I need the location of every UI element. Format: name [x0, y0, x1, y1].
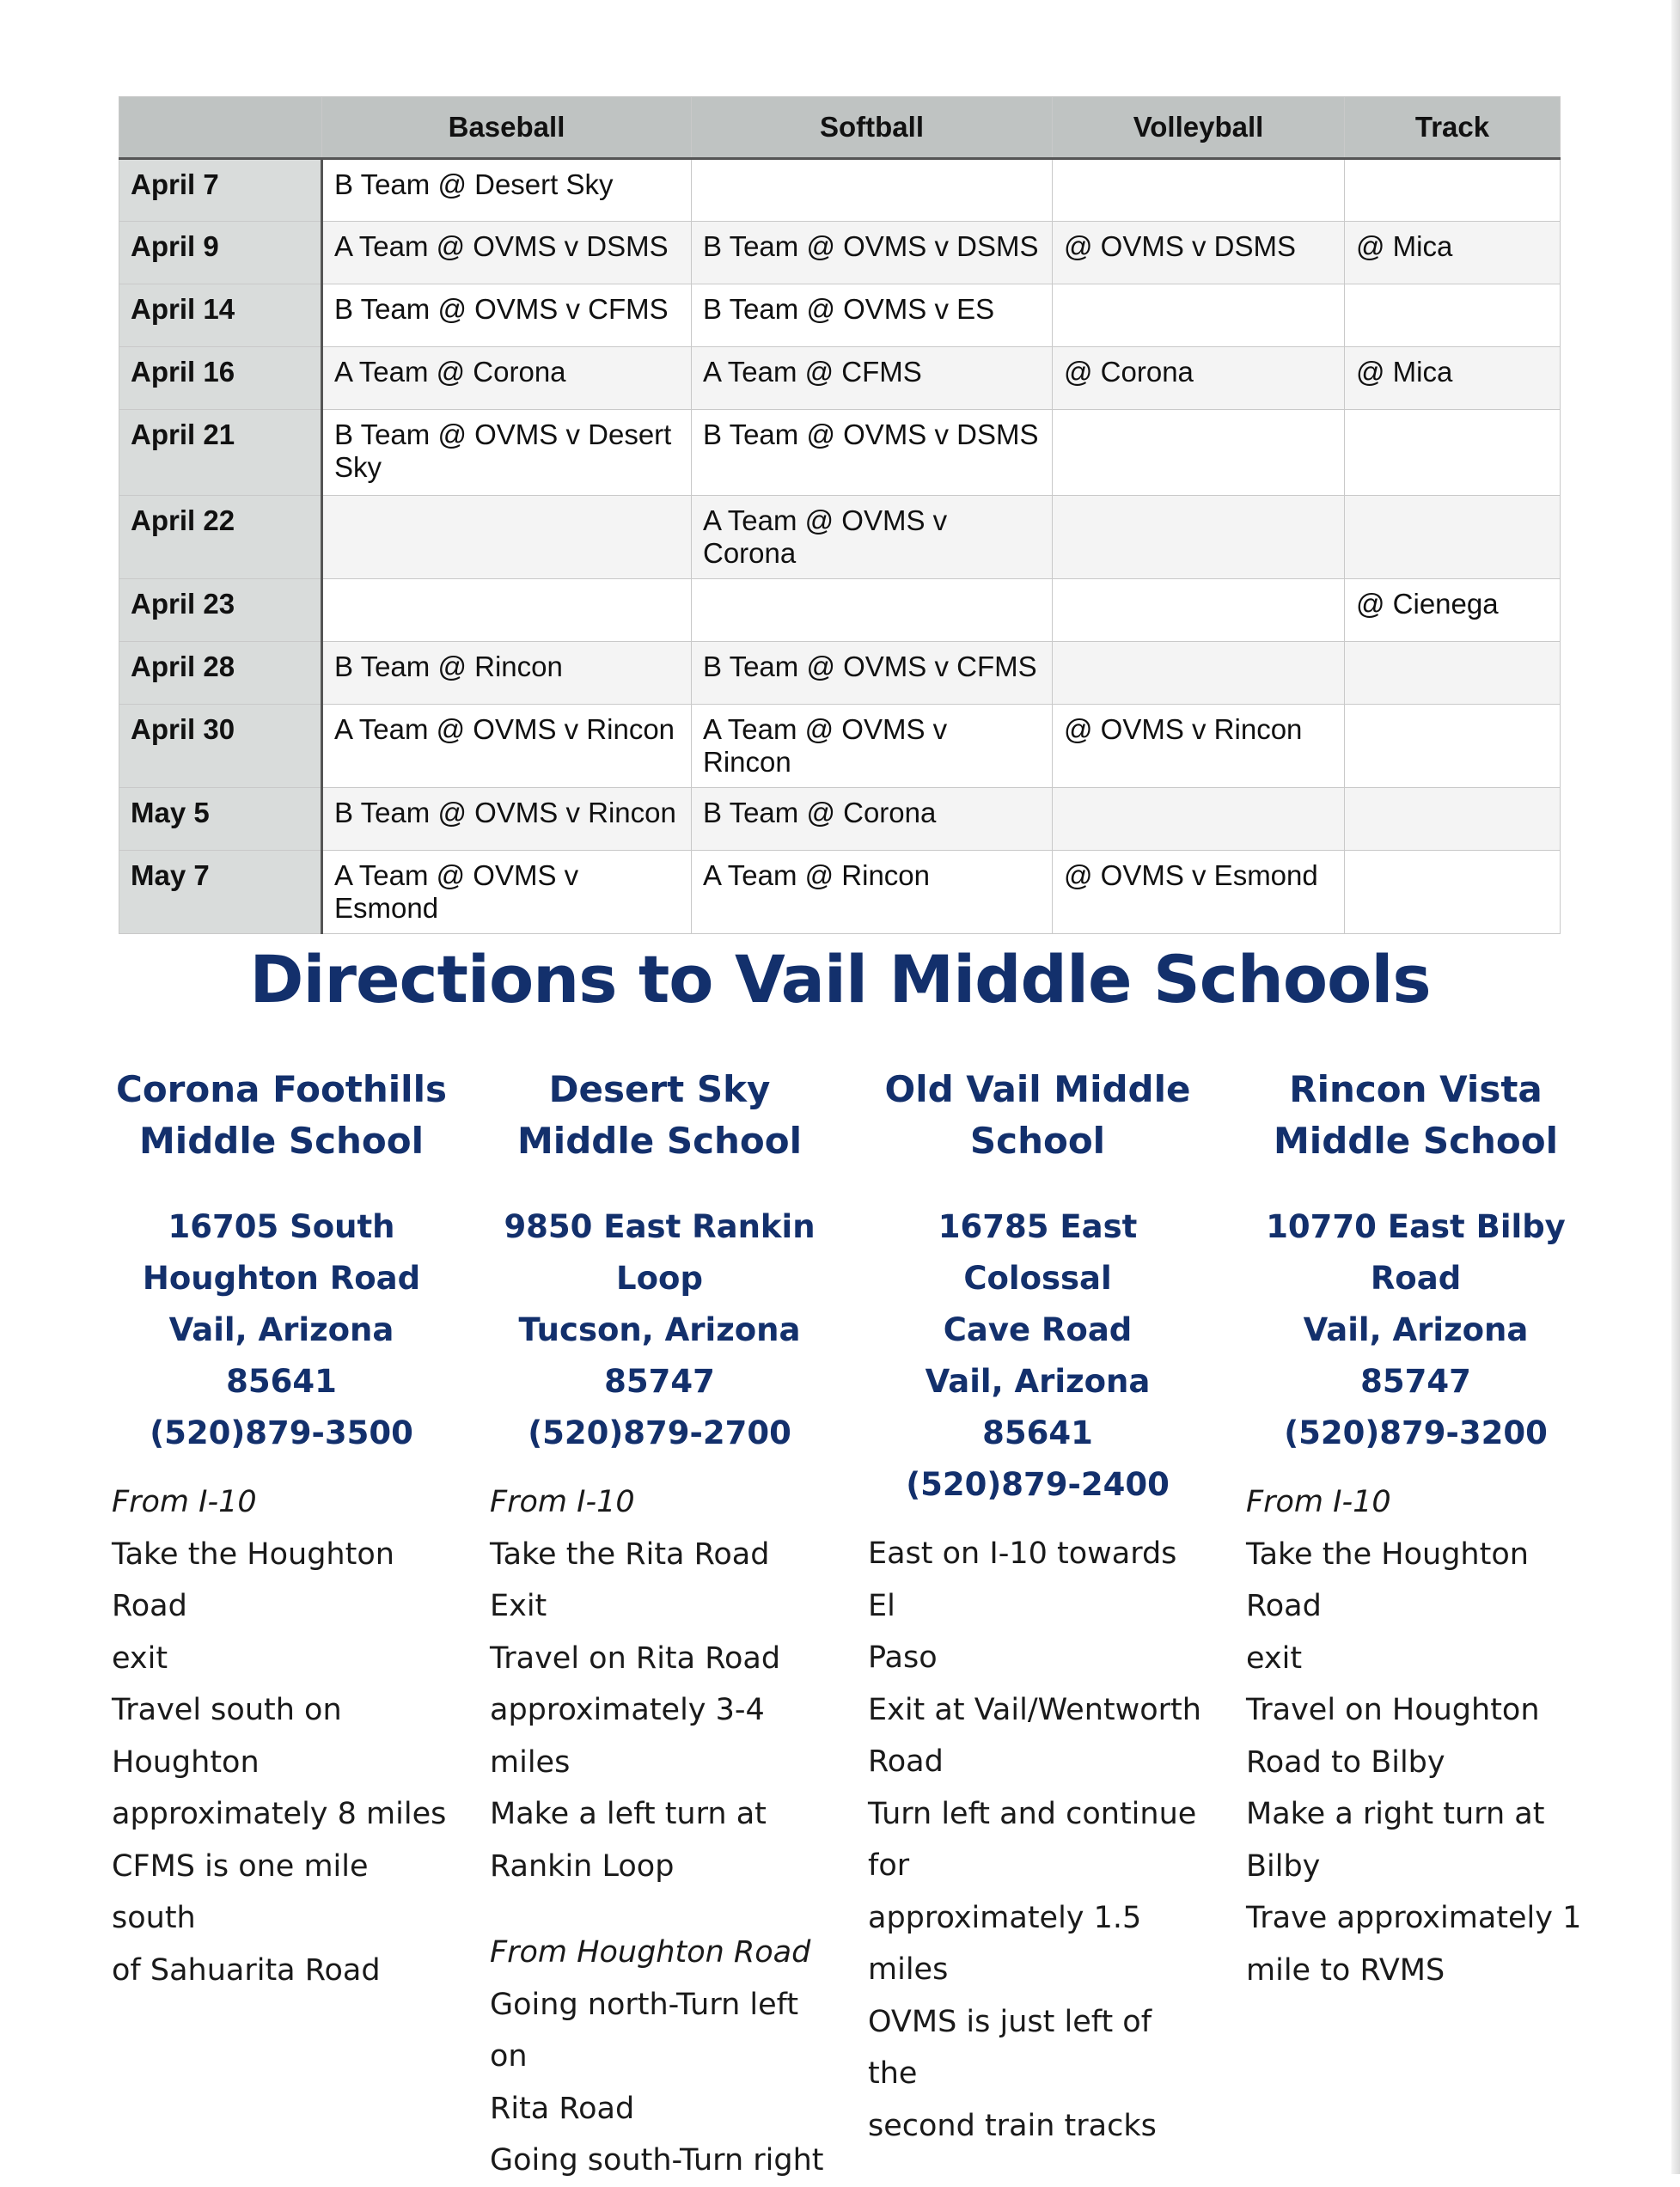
school-address: [868, 1201, 1207, 1511]
directions-line: Turn left and continue for: [868, 1796, 1197, 1883]
driving-directions: [490, 1476, 829, 2187]
volleyball-cell: [1053, 159, 1345, 222]
school-rincon-vista: [1246, 1064, 1585, 1996]
school-address: [1246, 1201, 1585, 1459]
track-cell: [1345, 159, 1561, 222]
directions-line: Take the Houghton Road: [112, 1536, 394, 1623]
softball-cell: B Team @ OVMS v DSMS: [692, 410, 1053, 496]
softball-cell: B Team @ Corona: [692, 788, 1053, 851]
school-name: [1246, 1064, 1585, 1167]
address-line: Vail, Arizona 85747: [1303, 1311, 1529, 1400]
sports-schedule-table: [119, 96, 1561, 934]
directions-line: Take the Houghton Road: [1246, 1536, 1529, 1623]
softball-cell: B Team @ OVMS v ES: [692, 284, 1053, 347]
school-corona-foothills: [112, 1064, 451, 1996]
phone-number: (520)879-3500: [150, 1414, 413, 1451]
directions-line: Make a right turn at: [1246, 1797, 1545, 1831]
track-cell: [1345, 705, 1561, 788]
softball-cell: A Team @ OVMS v Rincon: [692, 705, 1053, 788]
directions-origin-label: From I-10: [1246, 1485, 1391, 1519]
volleyball-cell: [1053, 496, 1345, 579]
directions-line: East on I-10 towards El: [868, 1536, 1177, 1623]
directions-line: Exit at Vail/Wentworth: [868, 1692, 1201, 1727]
directions-origin-label: From I-10: [112, 1485, 257, 1519]
softball-cell: A Team @ CFMS: [692, 347, 1053, 410]
volleyball-cell: [1053, 284, 1345, 347]
directions-line: Make a left turn at: [490, 1797, 767, 1831]
phone-number: (520)879-2400: [906, 1466, 1170, 1503]
track-cell: [1345, 410, 1561, 496]
school-name-line: Rincon Vista: [1289, 1068, 1543, 1110]
track-cell: [1345, 788, 1561, 851]
address-line: 85747: [604, 1363, 715, 1400]
directions-line: Rita Road: [490, 2091, 635, 2126]
school-name-line: Old Vail Middle: [884, 1068, 1191, 1110]
header-corner: [119, 97, 322, 159]
directions-line: Travel on Houghton: [1246, 1693, 1540, 1727]
address-line: 9850 East Rankin: [504, 1208, 816, 1245]
page-edge: [1671, 0, 1680, 2174]
softball-cell: B Team @ OVMS v CFMS: [692, 642, 1053, 705]
baseball-cell: A Team @ OVMS v Rincon: [322, 705, 692, 788]
softball-cell: [692, 579, 1053, 642]
row-date: April 7: [119, 159, 322, 222]
header-track: Track: [1345, 97, 1561, 159]
school-name: [112, 1064, 451, 1167]
table-row: [119, 347, 1561, 410]
address-line: Loop: [616, 1260, 703, 1297]
school-address: [490, 1201, 829, 1459]
directions-line: mile to RVMS: [1246, 1952, 1445, 1988]
baseball-cell: A Team @ Corona: [322, 347, 692, 410]
row-date: April 23: [119, 579, 322, 642]
directions-line: approximately 3-4 miles: [490, 1693, 765, 1780]
volleyball-cell: @ Corona: [1053, 347, 1345, 410]
phone-number: (520)879-2700: [528, 1414, 791, 1451]
address-line: Houghton Road: [142, 1260, 421, 1297]
section-spacer: [490, 1892, 829, 1927]
school-name-line: Middle School: [517, 1120, 802, 1162]
baseball-cell: B Team @ Rincon: [322, 642, 692, 705]
school-name-line: Middle School: [1274, 1120, 1558, 1162]
row-date: April 16: [119, 347, 322, 410]
driving-directions: [868, 1528, 1207, 2152]
directions-line: Road to Bilby: [1246, 1744, 1445, 1780]
volleyball-cell: @ OVMS v Rincon: [1053, 705, 1345, 788]
softball-cell: B Team @ OVMS v DSMS: [692, 222, 1053, 284]
directions-line: Bilby: [1246, 1848, 1321, 1884]
address-line: 16785 East Colossal: [938, 1208, 1138, 1297]
row-date: April 21: [119, 410, 322, 496]
directions-title: Directions to Vail Middle Schools: [249, 941, 1431, 1017]
directions-line: second train tracks: [868, 2108, 1157, 2143]
directions-line: Going north-Turn left on: [490, 1987, 799, 2074]
directions-line: Travel on Rita Road: [490, 1640, 781, 1676]
address-line: Vail, Arizona 85641: [925, 1363, 1151, 1451]
driving-directions: [1246, 1476, 1585, 1996]
baseball-cell: [322, 579, 692, 642]
softball-cell: [692, 159, 1053, 222]
baseball-cell: B Team @ OVMS v CFMS: [322, 284, 692, 347]
volleyball-cell: [1053, 410, 1345, 496]
directions-line: OVMS is just left of the: [868, 2004, 1152, 2091]
address-line: Cave Road: [943, 1311, 1133, 1348]
header-volleyball: Volleyball: [1053, 97, 1345, 159]
directions-line: approximately 8 miles: [112, 1797, 447, 1831]
table-row: [119, 705, 1561, 788]
directions-line: Houghton: [112, 1744, 260, 1780]
volleyball-cell: [1053, 642, 1345, 705]
row-date: April 30: [119, 705, 322, 788]
row-date: May 5: [119, 788, 322, 851]
school-name-line: Middle School: [139, 1120, 424, 1162]
volleyball-cell: [1053, 788, 1345, 851]
directions-line: Trave approximately 1: [1246, 1901, 1582, 1935]
table-row: [119, 410, 1561, 496]
table-row: [119, 642, 1561, 705]
driving-directions: [112, 1476, 451, 1996]
phone-number: (520)879-3200: [1284, 1414, 1548, 1451]
directions-line: Travel south on: [112, 1693, 342, 1727]
address-line: Tucson, Arizona: [518, 1311, 801, 1348]
school-name: [490, 1064, 829, 1167]
track-cell: @ Mica: [1345, 347, 1561, 410]
directions-line: Take the Rita Road Exit: [490, 1536, 770, 1623]
volleyball-cell: [1053, 579, 1345, 642]
row-date: April 9: [119, 222, 322, 284]
track-cell: @ Cienega: [1345, 579, 1561, 642]
school-desert-sky: [490, 1064, 829, 2187]
school-name-line: Desert Sky: [548, 1068, 771, 1110]
directions-line: Paso: [868, 1640, 938, 1675]
track-cell: [1345, 496, 1561, 579]
school-name-line: Corona Foothills: [116, 1068, 447, 1110]
school-name: [868, 1064, 1207, 1167]
directions-line: of Sahuarita Road: [112, 1952, 381, 1988]
table-row: [119, 496, 1561, 579]
row-date: April 14: [119, 284, 322, 347]
directions-line: exit: [112, 1640, 168, 1676]
softball-cell: A Team @ Rincon: [692, 851, 1053, 934]
school-address: [112, 1201, 451, 1459]
school-name-line: School: [969, 1120, 1106, 1162]
baseball-cell: A Team @ OVMS v DSMS: [322, 222, 692, 284]
baseball-cell: B Team @ OVMS v Rincon: [322, 788, 692, 851]
header-softball: Softball: [692, 97, 1053, 159]
directions-origin-label: From I-10: [490, 1485, 635, 1519]
header-baseball: Baseball: [322, 97, 692, 159]
track-cell: [1345, 642, 1561, 705]
table-row: [119, 579, 1561, 642]
baseball-cell: A Team @ OVMS v Esmond: [322, 851, 692, 934]
table-header-row: [119, 97, 1561, 159]
table-row: [119, 159, 1561, 222]
row-date: April 28: [119, 642, 322, 705]
volleyball-cell: @ OVMS v Esmond: [1053, 851, 1345, 934]
row-date: May 7: [119, 851, 322, 934]
baseball-cell: B Team @ OVMS v Desert Sky: [322, 410, 692, 496]
directions-origin-label: From Houghton Road: [490, 1935, 811, 1970]
row-date: April 22: [119, 496, 322, 579]
track-cell: [1345, 851, 1561, 934]
table-row: [119, 788, 1561, 851]
address-line: Vail, Arizona 85641: [168, 1311, 394, 1400]
address-line: Road: [1370, 1260, 1462, 1297]
track-cell: [1345, 284, 1561, 347]
table-row: [119, 284, 1561, 347]
directions-line: Rankin Loop: [490, 1848, 675, 1884]
baseball-cell: B Team @ Desert Sky: [322, 159, 692, 222]
directions-line: Going south-Turn right: [490, 2143, 824, 2178]
address-line: 16705 South: [168, 1208, 395, 1245]
table-row: [119, 222, 1561, 284]
directions-line: CFMS is one mile south: [112, 1848, 369, 1935]
directions-line: Road: [868, 1744, 944, 1779]
address-line: 10770 East Bilby: [1266, 1208, 1566, 1245]
track-cell: @ Mica: [1345, 222, 1561, 284]
directions-line: approximately 1.5 miles: [868, 1900, 1142, 1987]
table-row: [119, 851, 1561, 934]
directions-line: exit: [1246, 1640, 1303, 1676]
volleyball-cell: @ OVMS v DSMS: [1053, 222, 1345, 284]
school-old-vail: [868, 1064, 1207, 2152]
softball-cell: A Team @ OVMS v Corona: [692, 496, 1053, 579]
baseball-cell: [322, 496, 692, 579]
